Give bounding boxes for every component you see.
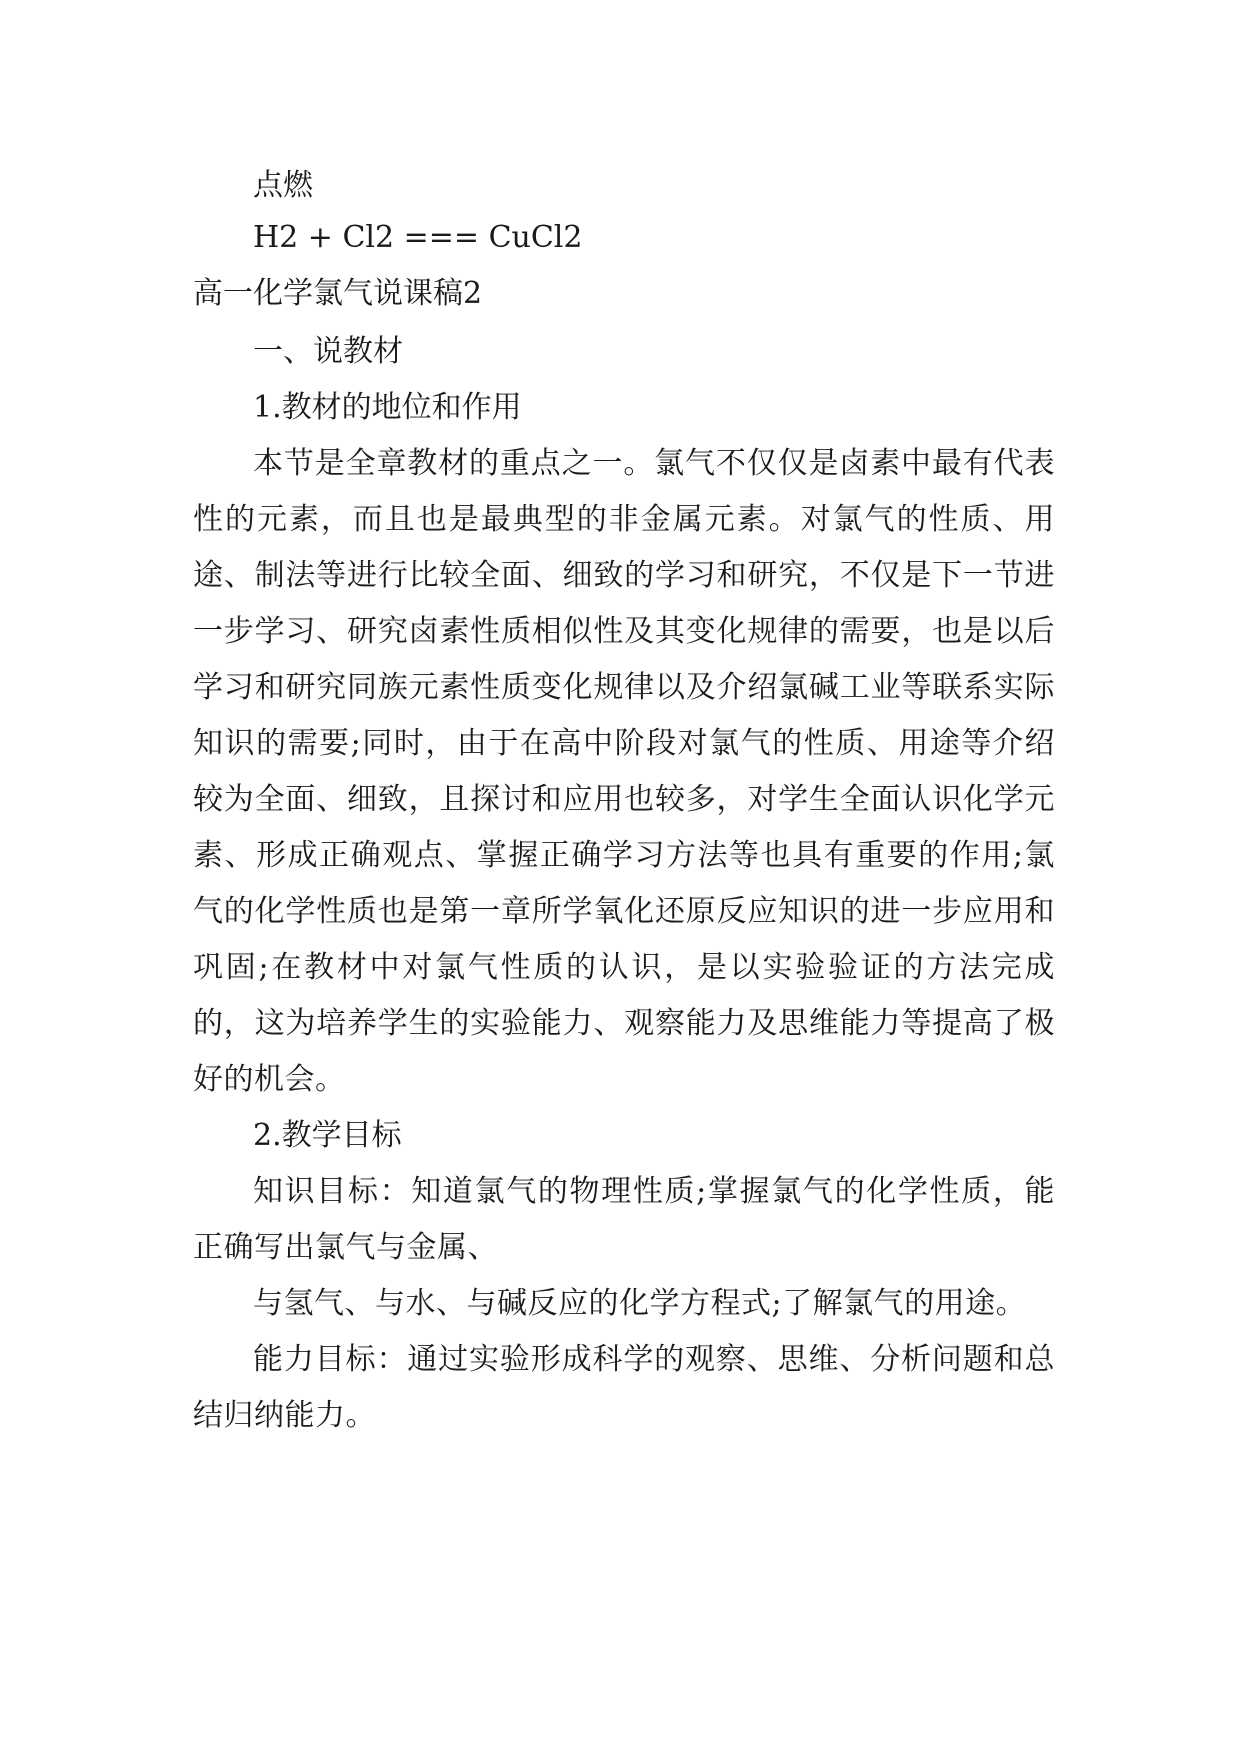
subsection-heading: 1.教材的地位和作用 [253,390,522,425]
subsection-heading: 2.教学目标 [253,1118,402,1153]
document-title: 高一化学氯气说课稿2 [193,276,483,311]
document-content [193,160,1055,1444]
section-heading: 一、说教材 [253,334,403,369]
chemical-equation: H2 + Cl2 === CuCl2 [253,220,583,255]
equation-condition-label: 点燃 [253,168,313,203]
paragraph: 与氢气、与水、与碱反应的化学方程式;了解氯气的用途。 [253,1286,1027,1321]
paragraph: 本节是全章教材的重点之一。氯气不仅仅是卤素中最有代表性的元素，而且也是最典型的非金属元素。对氯气的性质、用途、制法等进行比较全面、细致的学习和研究，不仅是下一节进一步学习、研究卤素性质相似性及其变化规律的需要，也是以后学习和研究同族元素性质变化规律以及介绍氯碱工业等联系实际知识的需要;同时，由于在高中阶段对氯气的性质、用途等介绍较为全面、细致，且探讨和应用也较多，对学生全面认识化学元素、形成正确观点、掌握正确学习方法等也具有重要的作用;氯气的化学性质也是第一章所学氧化还原反应知识的进一步应用和巩固;在教材中对氯气性质的认识，是以实验验证的方法完成的，这为培养学生的实验能力、观察能力及思维能力等提高了极好的机会。 [193,446,1055,1097]
paragraph: 知识目标：知道氯气的物理性质;掌握氯气的化学性质，能正确写出氯气与金属、 [193,1174,1055,1265]
paragraph: 能力目标：通过实验形成科学的观察、思维、分析问题和总结归纳能力。 [193,1342,1055,1433]
